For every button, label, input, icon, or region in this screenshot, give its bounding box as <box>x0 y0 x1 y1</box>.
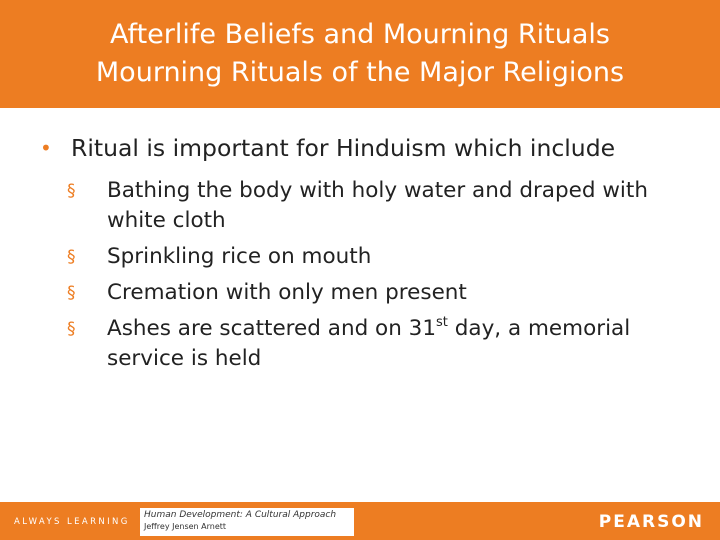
sub-bullet-item <box>67 314 690 374</box>
ordinal-superscript: st <box>436 314 448 330</box>
sub-bullet-text: Cremation with only men present <box>107 280 467 305</box>
main-bullet <box>40 133 690 164</box>
sub-bullet-text-before: Ashes are scattered and on 31 <box>107 316 437 341</box>
sub-bullet-marker: § <box>67 247 76 267</box>
sub-bullet-text <box>107 316 630 371</box>
bullet-marker: • <box>40 136 52 160</box>
slide-title-line1: Afterlife Beliefs and Mourning Rituals <box>110 19 610 50</box>
sub-bullet-marker: § <box>67 283 76 303</box>
sub-bullet-item <box>67 278 690 308</box>
pearson-logo: PEARSON <box>598 512 704 532</box>
slide-content <box>40 133 690 380</box>
sub-bullet-text: Sprinkling rice on mouth <box>107 244 372 269</box>
book-citation <box>140 508 354 536</box>
title-bar <box>0 0 720 108</box>
book-title: Human Development: A Cultural Approach <box>144 510 337 520</box>
sub-bullet-list <box>40 176 690 374</box>
book-author: Jeffrey Jensen Arnett <box>144 522 227 531</box>
sub-bullet-text: Bathing the body with holy water and draped with white cloth <box>107 178 648 233</box>
sub-bullet-text-after: day, a memorial service is held <box>107 316 631 371</box>
sub-bullet-marker: § <box>67 319 76 339</box>
slide-title-line2: Mourning Rituals of the Major Religions <box>95 57 625 88</box>
sub-bullet-item <box>67 242 690 272</box>
sub-bullet-marker: § <box>67 181 76 201</box>
sub-bullet-item <box>67 176 690 236</box>
footer-bar <box>0 502 720 540</box>
main-bullet-text: Ritual is important for Hinduism which include <box>71 134 616 162</box>
always-learning-logo: ALWAYS LEARNING <box>14 517 130 527</box>
